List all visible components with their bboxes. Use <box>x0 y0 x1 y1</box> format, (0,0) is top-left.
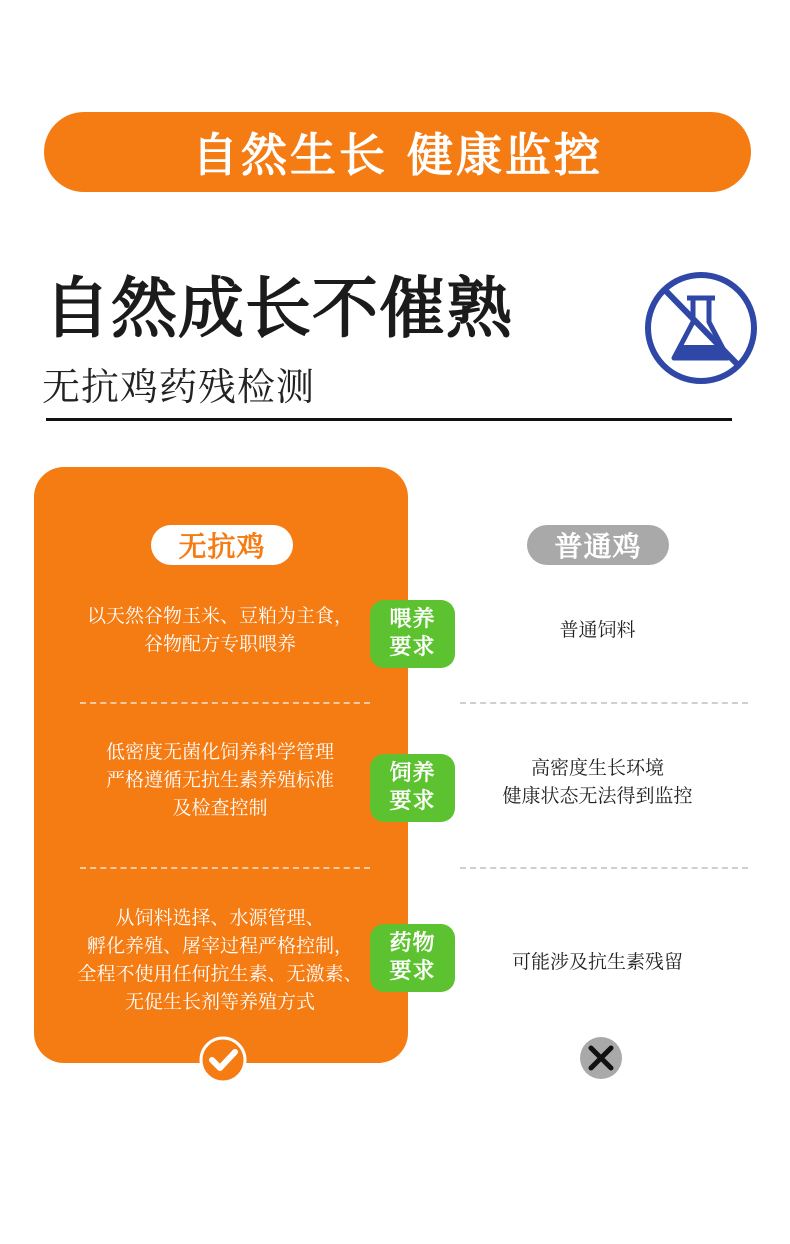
dashed-separator <box>80 702 370 704</box>
row-medicine-right: 可能涉及抗生素残留 <box>511 951 683 973</box>
headline: 自然成长不催熟 <box>44 270 513 347</box>
row-feeding-left: 以天然谷物玉米、豆粕为主食， 谷物配方专职喂养 <box>86 605 353 655</box>
badge-feeding: 喂养 要求 <box>370 600 455 668</box>
row-medicine-left: 从饲料选择、水源管理、 孵化养殖、屠宰过程严格控制， 全程不使用任何抗生素、无激素、 无促生长剂等养殖方式 <box>77 907 363 1013</box>
antibiotic-free-label: 无抗鸡 <box>151 525 293 565</box>
row-raising-right: 高密度生长环境 健康状态无法得到监控 <box>502 757 693 807</box>
dashed-separator <box>80 867 370 869</box>
divider-line <box>46 418 732 421</box>
banner-title: 自然生长 健康监控 <box>191 128 603 182</box>
dashed-separator <box>460 867 748 869</box>
ordinary-chicken-label: 普通鸡 <box>527 525 669 565</box>
badge-raising: 饲养 要求 <box>370 754 455 822</box>
cross-icon <box>578 1035 624 1081</box>
checkmark-icon <box>199 1036 247 1084</box>
no-chemicals-icon <box>643 270 759 386</box>
row-raising-left: 低密度无菌化饲养科学管理 严格遵循无抗生素养殖标准 及检查控制 <box>105 741 334 819</box>
subheadline: 无抗鸡药残检测 <box>42 365 316 409</box>
top-banner <box>44 112 751 192</box>
dashed-separator <box>460 702 748 704</box>
badge-medicine: 药物 要求 <box>370 924 455 992</box>
row-feeding-right: 普通饲料 <box>559 619 636 641</box>
